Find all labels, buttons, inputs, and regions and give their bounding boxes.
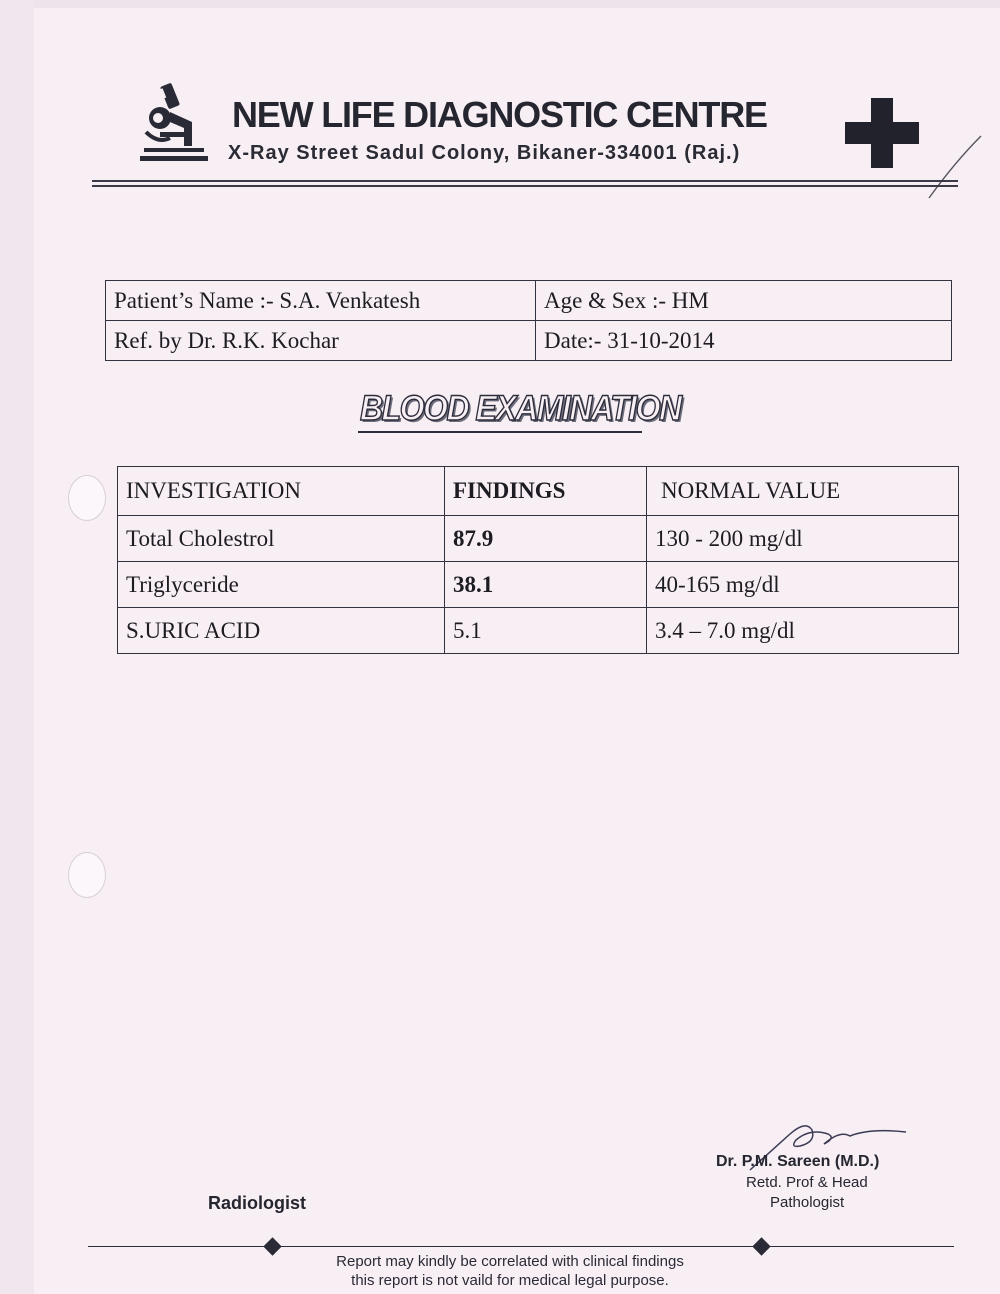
table-row	[118, 608, 959, 654]
col-findings: FINDINGS	[445, 467, 647, 516]
binder-hole-top	[68, 475, 106, 521]
scan-edge-left	[0, 0, 34, 1294]
patient-row-2	[106, 321, 952, 361]
finding-cell: 87.9	[445, 516, 647, 562]
scan-edge-top	[0, 0, 1000, 8]
results-table	[117, 466, 959, 654]
normal-value-cell: 130 - 200 mg/dl	[647, 516, 959, 562]
signatory-name: Dr. P.M. Sareen (M.D.)	[716, 1153, 880, 1170]
center-name: NEW LIFE DIAGNOSTIC CENTRE	[232, 94, 767, 135]
exam-title-underline	[358, 431, 642, 433]
center-address: X-Ray Street Sadul Colony, Bikaner-334001 (Raj.)	[228, 142, 741, 164]
table-row	[118, 562, 959, 608]
col-investigation: INVESTIGATION	[118, 467, 445, 516]
pen-stroke-mark	[925, 132, 983, 202]
footer-rule	[88, 1246, 954, 1247]
referring-doctor: Ref. by Dr. R.K. Kochar	[106, 321, 536, 361]
investigation-cell: Total Cholestrol	[118, 516, 445, 562]
header-rule-top	[92, 180, 958, 182]
radiologist-label: Radiologist	[208, 1193, 306, 1213]
normal-value-cell: 40-165 mg/dl	[647, 562, 959, 608]
results-header-row	[118, 467, 959, 516]
disclaimer-line-1: Report may kindly be correlated with clinical findings	[336, 1253, 684, 1270]
signatory-title: Retd. Prof & Head	[746, 1174, 868, 1191]
finding-cell: 38.1	[445, 562, 647, 608]
exam-title: BLOOD EXAMINATION	[360, 388, 681, 428]
signatory-department: Pathologist	[770, 1194, 845, 1211]
patient-info-table	[105, 280, 952, 361]
finding-cell: 5.1	[445, 608, 647, 654]
medical-cross-icon	[845, 98, 919, 168]
patient-age-sex: Age & Sex :- HM	[536, 281, 952, 321]
investigation-cell: S.URIC ACID	[118, 608, 445, 654]
disclaimer-line-2: this report is not vaild for medical legal purpose.	[351, 1272, 669, 1289]
header-rule-bottom	[92, 185, 958, 187]
patient-name: Patient’s Name :- S.A. Venkatesh	[106, 281, 536, 321]
normal-value-cell: 3.4 – 7.0 mg/dl	[647, 608, 959, 654]
patient-row-1	[106, 281, 952, 321]
binder-hole-bottom	[68, 852, 106, 898]
investigation-cell: Triglyceride	[118, 562, 445, 608]
table-row	[118, 516, 959, 562]
report-date: Date:- 31-10-2014	[536, 321, 952, 361]
microscope-logo-icon	[140, 82, 208, 166]
col-normal-value: NORMAL VALUE	[647, 467, 959, 516]
